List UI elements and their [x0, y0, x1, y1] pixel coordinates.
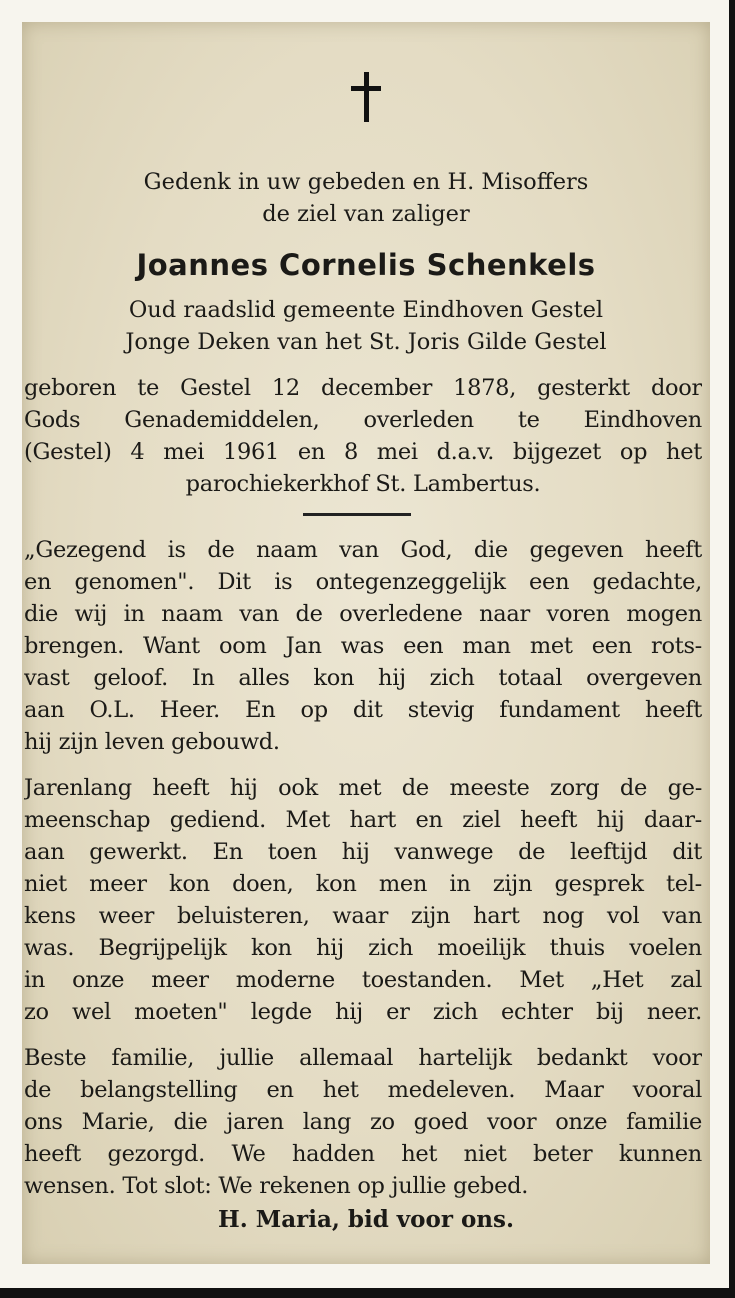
paragraph-line: Beste familie, jullie allemaal hartelijk bedankt voor — [24, 1045, 702, 1071]
paragraph-line: niet meer kon doen, kon men in zijn gesprek tel- — [24, 871, 702, 897]
title-line-2: Jonge Deken van het St. Joris Gilde Gestel — [125, 329, 607, 355]
paragraph-line: en genomen". Dit is ontegenzeggelijk een gedachte, — [24, 569, 702, 595]
intro-line-2: de ziel van zaliger — [262, 201, 470, 227]
paragraph-1 — [24, 534, 702, 758]
closing-prayer: H. Maria, bid voor ons. — [218, 1206, 514, 1233]
paragraph-line: meenschap gediend. Met hart en ziel heeft hij daar- — [24, 807, 702, 833]
biography — [24, 372, 702, 500]
intro-line-1: Gedenk in uw gebeden en H. Misoffers — [143, 169, 589, 195]
cross-icon — [351, 72, 381, 122]
bio-line: geboren te Gestel 12 december 1878, gesterkt door — [24, 375, 702, 401]
deceased-name: Joannes Cornelis Schenkels — [136, 248, 596, 282]
paragraph-line: de belangstelling en het medeleven. Maar vooral — [24, 1077, 702, 1103]
paragraph-line: was. Begrijpelijk kon hij zich moeilijk thuis voelen — [24, 935, 702, 961]
paragraph-line: aan gewerkt. En toen hij vanwege de leeftijd dit — [24, 839, 702, 865]
paragraph-2 — [24, 772, 702, 1028]
paragraph-line: Jarenlang heeft hij ook met de meeste zorg de ge- — [24, 775, 702, 801]
paragraph-line: in onze meer moderne toestanden. Met „Het zal — [24, 967, 702, 993]
paragraph-line: ons Marie, die jaren lang zo goed voor onze familie — [24, 1109, 702, 1135]
paragraph-line: die wij in naam van de overledene naar voren mogen — [24, 601, 702, 627]
bio-line: parochiekerkhof St. Lambertus. — [185, 471, 541, 497]
bio-line: (Gestel) 4 mei 1961 en 8 mei d.a.v. bijgezet op het — [24, 439, 702, 465]
paragraph-line: brengen. Want oom Jan was een man met een rots- — [24, 633, 702, 659]
divider — [303, 513, 411, 516]
paragraph-line: „Gezegend is de naam van God, die gegeven heeft — [24, 537, 702, 563]
paragraph-line: aan O.L. Heer. En op dit stevig fundament heeft — [24, 697, 702, 723]
paragraph-line: heeft gezorgd. We hadden het niet beter kunnen — [24, 1141, 702, 1167]
card-paper — [22, 22, 710, 1264]
paragraph-line: wensen. Tot slot: We rekenen op jullie gebed. — [24, 1173, 529, 1199]
paragraph-3 — [24, 1042, 702, 1202]
paragraph-line: vast geloof. In alles kon hij zich totaal overgeven — [24, 665, 702, 691]
title-line-1: Oud raadslid gemeente Eindhoven Gestel — [128, 297, 604, 323]
paragraph-line: kens weer beluisteren, waar zijn hart nog vol van — [24, 903, 702, 929]
paragraph-line: zo wel moeten" legde hij er zich echter bij neer. — [24, 999, 702, 1025]
bio-line: Gods Genademiddelen, overleden te Eindhoven — [24, 407, 702, 433]
paragraph-line: hij zijn leven gebouwd. — [24, 729, 280, 755]
